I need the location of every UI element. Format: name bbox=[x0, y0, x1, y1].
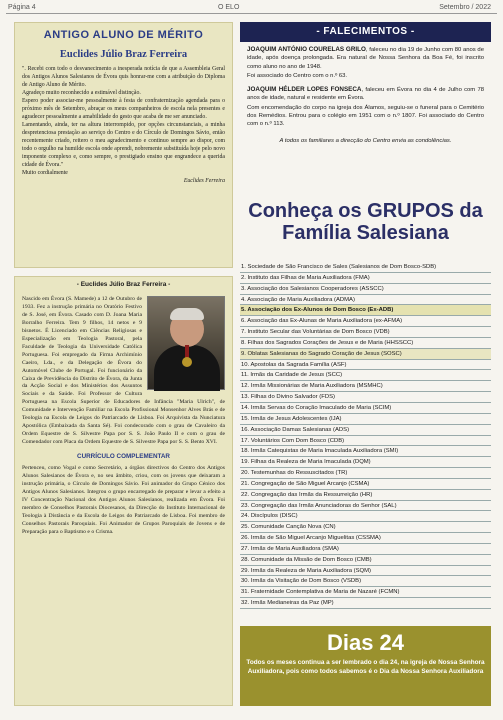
group-item: 29. Irmãs da Realeza de Maria Auxiliadora (SQM) bbox=[240, 566, 491, 577]
dias-24-box bbox=[240, 626, 491, 706]
obituary-name: JOAQUIM ANTÓNIO COURELAS GRILO bbox=[247, 46, 366, 53]
biography-text: Nascido em Évora (S. Mamede) a 12 de Outubro de 1933. Fez a instrução primária no Oratório Festivo de S. José, em Évora. Casado com D. Joana Maria Borralho Ferreira. Tem 9 filhos, 14 netos e 9 bisnetos. É Licenciado em Ciências Religiosas e Especialização em Teologia Pastoral, pela Faculdade de Teologia da Universidade Católica Portuguesa. Foi empregado da Firma Archimínio Caeiro, Lda., e da Delegação de Évora do Automóvel Clube de Portugal. Foi funcionário da Caixa de Previdência do Distrito de Évora, da Junta da Acção Social e dos Ministérios dos Assuntos Sociais e da Saúde. Foi Professor de Cultura Portuguesa na Escola Superior de Educadores de Infância "Maria Ulrich", de Comunidade e Intervenção Familiar na Escola Profissional Monsenhor Alves Brás e de Teologia na Escola de Leigos do Patriarcado de Lisboa. Foi Arquivista da Nunciatura Apostólica (Embaixada da Santa Sé). Foi condecorado com o grau de Cavaleiro da Ordem Equestre de S. Silvestre Papa por S. S. João Paulo II e com o grau de Comendador com Placa da Ordem Equestre de S. Silvestre Papa por S. S. Bento XVI. bbox=[22, 296, 225, 446]
obituary-name: JOAQUIM HÉLDER LOPES FONSECA bbox=[247, 86, 362, 94]
letter-paragraph: Muito cordialmente bbox=[22, 170, 68, 176]
group-item: 20. Testemunhas do Ressuscitados (TR) bbox=[240, 468, 491, 479]
group-item: 14. Irmãs Servas do Coração Imaculado de Maria (SCIM) bbox=[240, 403, 491, 414]
newspaper-name: O ELO bbox=[218, 4, 240, 11]
group-item: 24. Discípulos (DISC) bbox=[240, 511, 491, 522]
header-rule bbox=[6, 13, 497, 14]
merit-subtitle: Euclides Júlio Braz Ferreira bbox=[59, 49, 188, 60]
group-item: 18. Irmãs Catequistas de Maria Imaculada Auxiliadora (SMI) bbox=[240, 446, 491, 457]
group-item: 26. Irmãs de São Miguel Arcanjo Miguelitas (CSSMA) bbox=[240, 533, 491, 544]
group-item: 31. Fraternidade Contemplativa de Maria de Nazaré (FCMN) bbox=[240, 587, 491, 598]
condolences-note: A todos os familiares a direcção do Centro envia as condolências. bbox=[279, 137, 452, 144]
issue-date: Setembro / 2022 bbox=[439, 4, 491, 11]
group-item: 13. Filhas do Divino Salvador (FDS) bbox=[240, 392, 491, 403]
groups-title: Conheça os GRUPOS da Família Salesiana bbox=[248, 200, 483, 244]
group-item: 32. Irmãs Medianeiras da Paz (MP) bbox=[240, 598, 491, 609]
group-item: 1. Sociedade de São Francisco de Sales (Salesianos de Dom Bosco-SDB) bbox=[240, 262, 491, 273]
dias-title: Dias 24 bbox=[326, 630, 405, 655]
obituary-entry: JOAQUIM ANTÓNIO COURELAS GRILO, faleceu no dia 19 de Junho com 80 anos de idade, após doença prolongada. Era natural de Nossa Senhora da Boa Fé, foi inscrito como aluno no ano de 1948. bbox=[247, 46, 484, 70]
group-item: 25. Comunidade Canção Nova (CN) bbox=[240, 522, 491, 533]
group-item: 7. Instituto Secular das Voluntárias de Dom Bosco (VDB) bbox=[240, 327, 491, 338]
group-item: 5. Associação dos Ex-Alunos de Dom Bosco (Ex-ADB) bbox=[240, 305, 491, 316]
medal-icon bbox=[182, 357, 192, 367]
group-item: 16. Associação Damas Salesianas (ADS) bbox=[240, 425, 491, 436]
group-item: 21. Congregação de São Miguel Arcanjo (CSMA) bbox=[240, 479, 491, 490]
obituaries bbox=[240, 44, 491, 194]
portrait-photo bbox=[147, 296, 225, 390]
curriculum-heading: CURRÍCULO COMPLEMENTAR bbox=[77, 453, 170, 461]
merit-letter bbox=[22, 65, 225, 177]
group-item: 8. Filhas dos Sagrados Corações de Jesus e de Maria (HHSSCC) bbox=[240, 338, 491, 349]
letter-paragraph: Espero poder associar-me pessoalmente à festa de confraternização agendada para o próximo mês de Setembro, abraçar os meus companheiros de escola nela presentes e agradecer pessoalmente a amabilidade do gesto que acaba de me ser anunciado. bbox=[22, 98, 225, 120]
group-item: 19. Filhas da Realeza de Maria Imaculada (DQM) bbox=[240, 457, 491, 468]
group-item: 2. Instituto das Filhas de Maria Auxiliadora (FMA) bbox=[240, 273, 491, 284]
group-item: 4. Associação de Maria Auxiliadora (ADMA) bbox=[240, 295, 491, 306]
group-item: 12. Irmãs Missionárias de Maria Auxiliadora (MSMHC) bbox=[240, 381, 491, 392]
biography-box bbox=[14, 276, 233, 706]
biography-title: - Euclides Júlio Braz Ferreira - bbox=[76, 281, 171, 288]
group-item: 3. Associação dos Salesianos Cooperadores (ASSCC) bbox=[240, 284, 491, 295]
group-item: 17. Voluntários Com Dom Bosco (CDB) bbox=[240, 436, 491, 447]
letter-paragraph: Lamentando, ainda, ter na altura interrompido, por opções circunstanciais, a minha despretenciosa prestação ao serviço do Centro e do Círculo de Domingos Sávio, então recentemente criado, reitero o meu agradecimento e continuo sempre ao dispor, com todo o orgulho na humilde escola onde aprendi, nobremente substituída hoje pelo novo imponente complexo e, como sempre, o prestigiado ensino que engrandece a querida cidade de Évora." bbox=[22, 122, 225, 168]
group-item: 23. Congregação das Irmãs Anunciadoras do Senhor (SAL) bbox=[240, 501, 491, 512]
group-item: 10. Apostolas da Sagrada Família (ASF) bbox=[240, 360, 491, 371]
obituary-entry: JOAQUIM HÉLDER LOPES FONSECA, faleceu em Évora no dia 4 de Julho com 78 anos de idade, natural e residente em Évora. bbox=[247, 86, 484, 102]
letter-paragraph: Agradeço muito reconhecido a estimável distinção. bbox=[22, 90, 141, 96]
group-item: 11. Irmãs da Caridade de Jesus (SCC) bbox=[240, 370, 491, 381]
curriculum-text: Pertenceu, como Vogal e como Secretário, a órgãos directivos do Centro dos Antigos Alunos Salesianos de Évora e, no seu âmbito, criou, com os jovens que deixaram a instrução primária, o Círculo de Domingos Sávio. Foi animador do Grupo Cénico dos Antigos Alunos Salesianos. Integrou o grupo encarregado de preparar e levar a efeito a IV Concentração Nacional dos Antigos Alunos Salesianos, realizada em Évora. Foi membro de Conselhos Pastorais Diocesanos, da Direcção do Instituto Internacional de Teologia à Distância e da Escola de Leigos do Patriarcado de Lisboa. Foi membro de Conselhos Pastorais Paroquiais. Foi Animador de Grupos Paroquiais de Jovens e de Preparação para o Baptismo e o Crisma. bbox=[22, 465, 225, 535]
left-column bbox=[14, 22, 233, 706]
groups-list bbox=[240, 262, 491, 609]
dias-text: Todos os meses continua a ser lembrado o dia 24, na igreja de Nossa Senhora Auxiliadora, pois como todos sabemos é o Dia da Nossa Senhora Auxiliadora bbox=[246, 659, 485, 675]
page-number: Página 4 bbox=[8, 4, 36, 11]
letter-signature: Euclides Ferreira bbox=[183, 178, 225, 184]
obituaries-heading: - FALECIMENTOS - bbox=[240, 22, 491, 42]
group-item: 27. Irmãs de Maria Auxiliadora (SMA) bbox=[240, 544, 491, 555]
group-item: 6. Associação das Ex-Alunas de Maria Auxiliadora (ex-AFMA) bbox=[240, 316, 491, 327]
group-item: 22. Congregação das Irmãs da Ressurreição (HR) bbox=[240, 490, 491, 501]
group-item: 9. Oblatas Salesianas do Sagrado Coração de Jesus (SOSC) bbox=[240, 349, 491, 360]
merit-box bbox=[14, 22, 233, 268]
group-item: 28. Comunidade da Missão de Dom Bosco (CMB) bbox=[240, 555, 491, 566]
group-item: 30. Irmãs da Visitação de Dom Bosco (VSDB) bbox=[240, 576, 491, 587]
obituary-detail: Com encomendação do corpo na igreja dos Álamos, seguiu-se o funeral para o Cemitério dos Remédios. Entrou para o colégio em 1951 com o n.º 1807. Foi associado do Centro com o n.º 113. bbox=[247, 104, 484, 128]
group-item: 15. Irmãs de Jesus Adolescentes (IJA) bbox=[240, 414, 491, 425]
obituary-detail: Foi associado do Centro com o n.º 63. bbox=[247, 72, 348, 79]
letter-paragraph: ". Recebi com todo o desvanecimento a inesperada notícia de que a Assembleia Geral dos Antigos Alunos Salesianos de Évora quis honrar-me com a atribuição do Diploma de Antigo Aluno de Mérito. bbox=[22, 66, 225, 88]
merit-title: ANTIGO ALUNO DE MÉRITO bbox=[43, 29, 204, 41]
right-column bbox=[240, 22, 491, 706]
